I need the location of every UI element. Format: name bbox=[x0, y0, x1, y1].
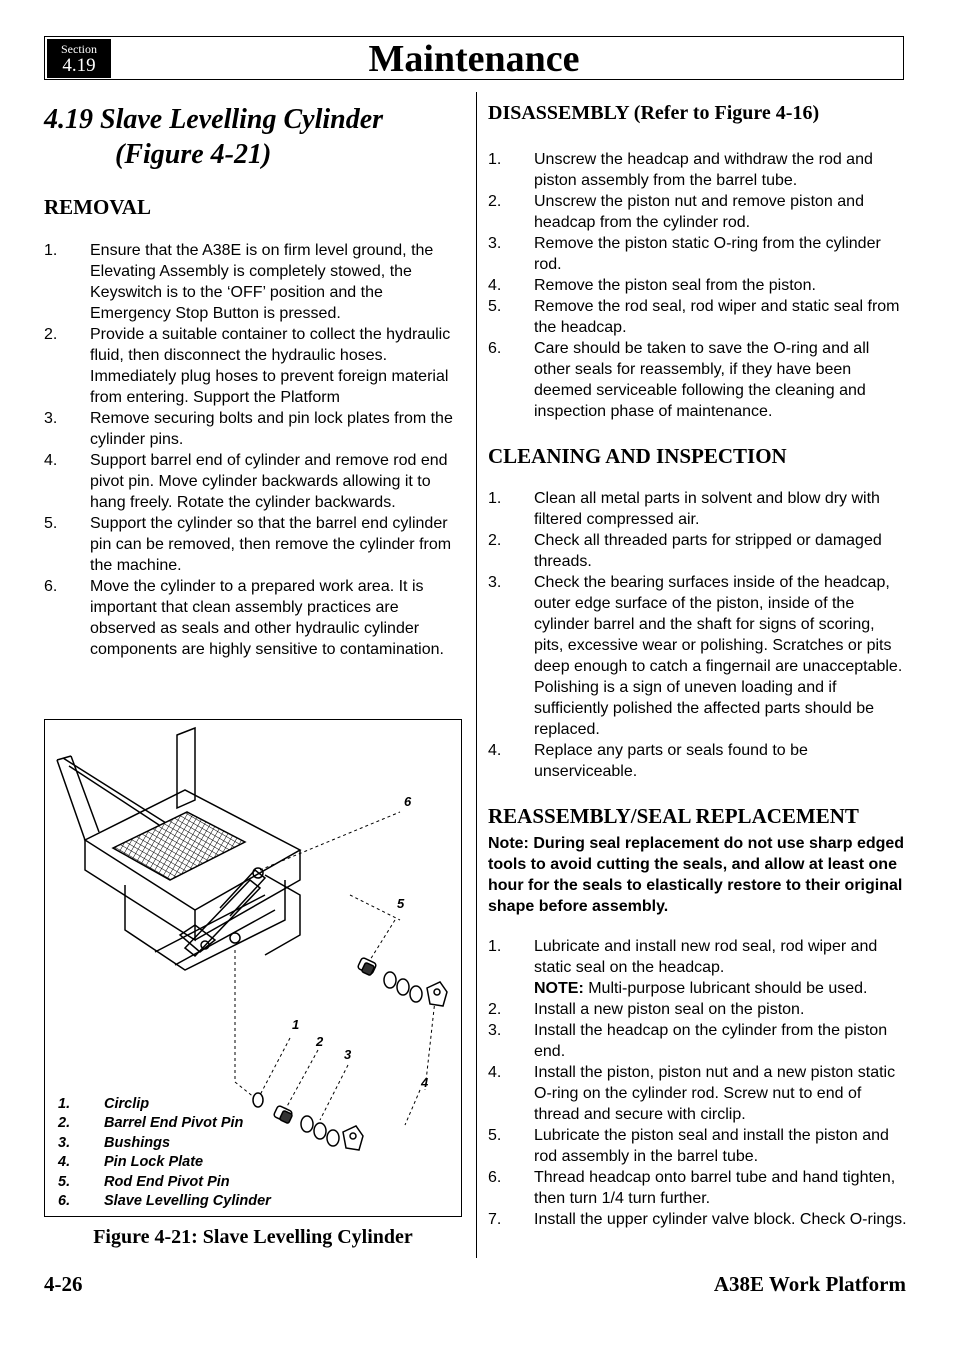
cleaning-step: 2. Check all threaded parts for stripped or damaged threads. bbox=[488, 532, 882, 570]
removal-step: 5. Support the cylinder so that the barrel end cylinder pin can be removed, then remove the cylinder from the machine. bbox=[44, 515, 452, 574]
cleaning-steps bbox=[488, 488, 908, 782]
removal-step: 6. Move the cylinder to a prepared work area. It is important that clean assembly practices are observed as seals and other hydraulic cylinder components are highly sensitive to contamination. bbox=[44, 578, 444, 658]
cleaning-step: 4. Replace any parts or seals found to be unserviceable. bbox=[488, 742, 808, 780]
disassembly-step: 4. Remove the piston seal from the piston. bbox=[488, 277, 816, 294]
disassembly-step: 2. Unscrew the piston nut and remove piston and headcap from the cylinder rod. bbox=[488, 193, 864, 231]
leader-lines bbox=[235, 812, 435, 1125]
section-title bbox=[44, 102, 464, 172]
reassembly-heading: REASSEMBLY/SEAL REPLACEMENT bbox=[488, 804, 859, 828]
reassembly-step1-note-text: Multi-purpose lubricant should be used. bbox=[583, 980, 868, 997]
callout-3: 3 bbox=[344, 1047, 352, 1062]
reassembly-step: 1. Lubricate and install new rod seal, rod wiper and static seal on the headcap. NOTE: Multi-purpose lubricant should be used. bbox=[488, 938, 878, 997]
removal-steps bbox=[44, 240, 464, 660]
cleaning-heading: CLEANING AND INSPECTION bbox=[488, 444, 787, 468]
callout-4: 4 bbox=[421, 1075, 429, 1090]
removal-step: 1. Ensure that the A38E is on firm level ground, the Elevating Assembly is completely stowed, the Keyswitch is to the ‘OFF’ position and the Emergency Stop Button is pressed. bbox=[44, 242, 434, 322]
legend-item: 6. Slave Levelling Cylinder bbox=[58, 1193, 271, 1210]
figure-4-21 bbox=[44, 719, 462, 1217]
page-header bbox=[44, 36, 904, 80]
removal-step: 4. Support barrel end of cylinder and remove rod end pivot pin. Move cylinder backwards allowing it to hang freely. Rotate the cylinder backwards. bbox=[44, 452, 448, 511]
page-title: Maintenance bbox=[368, 38, 580, 80]
reassembly-note: Note: During seal replacement do not use sharp edged tools to avoid cutting the seals, and allow at least one hour for the seals to elastically restore to their original shape before assembly. bbox=[488, 835, 905, 915]
legend-item: 1. Circlip bbox=[58, 1096, 150, 1112]
reassembly-steps bbox=[488, 936, 908, 1230]
figure-legend bbox=[58, 1095, 271, 1211]
legend-item: 3. Bushings bbox=[58, 1134, 171, 1151]
reassembly-step: 2. Install a new piston seal on the piston. bbox=[488, 1001, 805, 1018]
reassembly-step: 6. Thread headcap onto barrel tube and hand tighten, then turn 1/4 turn further. bbox=[488, 1169, 896, 1207]
left-column bbox=[44, 96, 464, 660]
figure-caption: Figure 4-21: Slave Levelling Cylinder bbox=[93, 1226, 413, 1248]
disassembly-heading: DISASSEMBLY (Refer to Figure 4-16) bbox=[488, 102, 820, 124]
legend-item: 4. Pin Lock Plate bbox=[58, 1154, 204, 1171]
section-number: 4.19 bbox=[62, 55, 96, 76]
product-name: A38E Work Platform bbox=[713, 1272, 906, 1296]
removal-step: 3. Remove securing bolts and pin lock plates from the cylinder pins. bbox=[44, 410, 453, 448]
page-number: 4-26 bbox=[44, 1272, 83, 1296]
removal-heading: REMOVAL bbox=[44, 195, 151, 219]
disassembly-step: 6. Care should be taken to save the O-ring and all other seals for reassembly, if they have been deemed serviceable following the cleaning and inspection phase of maintenance. bbox=[488, 340, 870, 420]
reassembly-step: 7. Install the upper cylinder valve block. Check O-rings. bbox=[488, 1211, 907, 1228]
section-title-line2: (Figure 4-21) bbox=[115, 139, 272, 170]
reassembly-step1-note-label: NOTE: bbox=[534, 980, 584, 997]
section-title-line1: 4.19 Slave Levelling Cylinder bbox=[44, 104, 384, 135]
right-column bbox=[488, 100, 908, 1230]
callout-6: 6 bbox=[404, 794, 412, 809]
callout-5: 5 bbox=[397, 896, 405, 911]
cleaning-step: 3. Check the bearing surfaces inside of the headcap, outer edge surface of the piston, inside of the cylinder barrel and the shaft for signs of scoring, pits, excessive wear or polishing. Scratches or pits deep enough to catch a fingernail are unacceptable. Polishing is a sign of uneven loading and if sufficiently polished the affected parts should be replaced. bbox=[488, 574, 903, 738]
upper-exploded-parts bbox=[357, 957, 447, 1006]
disassembly-steps bbox=[488, 149, 908, 422]
cleaning-step: 1. Clean all metal parts in solvent and blow dry with filtered compressed air. bbox=[488, 490, 880, 528]
removal-step: 2. Provide a suitable container to collect the hydraulic fluid, then disconnect the hydraulic hoses. Immediately plug hoses to prevent foreign material from entering. Support the Platform bbox=[44, 326, 451, 406]
callout-1: 1 bbox=[292, 1017, 300, 1032]
legend-item: 5. Rod End Pivot Pin bbox=[58, 1173, 230, 1190]
disassembly-step: 5. Remove the rod seal, rod wiper and static seal from the headcap. bbox=[488, 298, 900, 336]
reassembly-step: 4. Install the piston, piston nut and a new piston static O-ring on the cylinder rod. Screw nut to end of thread and secure with circlip. bbox=[488, 1064, 896, 1123]
section-label: Section bbox=[61, 42, 97, 56]
column-divider bbox=[476, 92, 477, 1258]
reassembly-step: 3. Install the headcap on the cylinder from the piston end. bbox=[488, 1022, 888, 1060]
legend-item: 2. Barrel End Pivot Pin bbox=[58, 1115, 244, 1132]
callout-2: 2 bbox=[316, 1034, 324, 1049]
disassembly-step: 3. Remove the piston static O-ring from the cylinder rod. bbox=[488, 235, 881, 273]
platform-drawing bbox=[57, 728, 300, 970]
disassembly-step: 1. Unscrew the headcap and withdraw the rod and piston assembly from the barrel tube. bbox=[488, 151, 873, 189]
reassembly-step: 5. Lubricate the piston seal and install the piston and rod assembly in the barrel tube. bbox=[488, 1127, 889, 1165]
